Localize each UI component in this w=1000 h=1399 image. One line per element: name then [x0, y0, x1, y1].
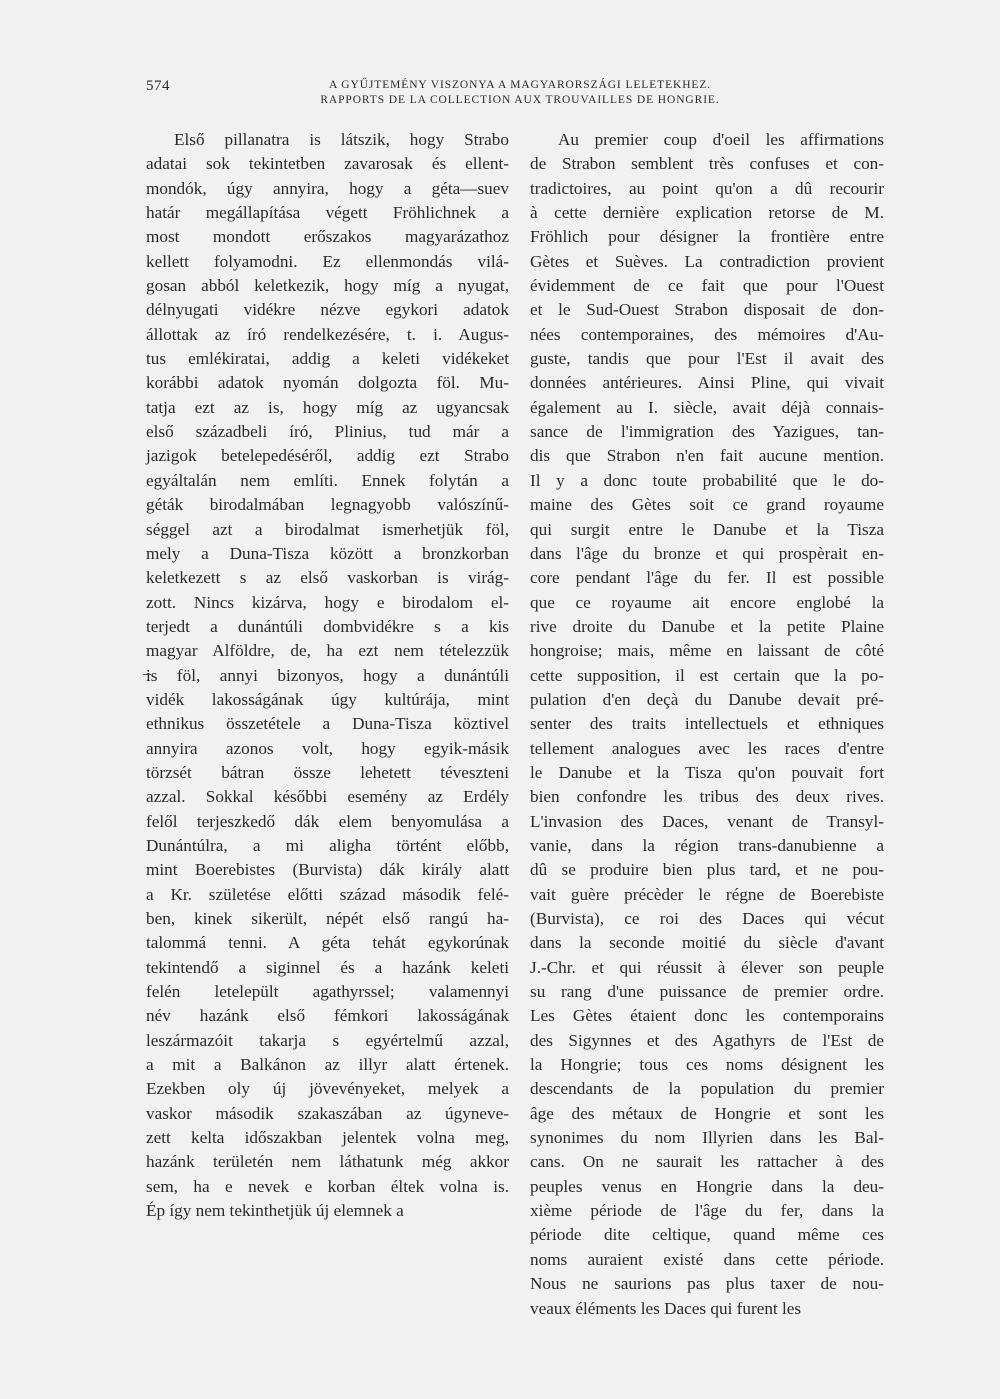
text-line: J.-Chr. et qui réussit à élever son peuple [530, 957, 884, 977]
text-line: descendants de la population du premier [530, 1079, 884, 1099]
text-line: cette supposition, il est certain que la po- [530, 665, 884, 685]
text-line: L'invasion des Daces, venant de Transyl- [530, 811, 884, 831]
text-line: données antérieures. Ainsi Pline, qui vivait [530, 373, 884, 393]
text-line: (Burvista), ce roi des Daces qui vécut [530, 909, 884, 928]
text-line: Gètes et Suèves. La contradiction provient [530, 251, 884, 271]
text-line: annyira azonos volt, hogy egyik-másik [146, 738, 509, 758]
running-head-hungarian: A GYŰJTEMÉNY VISZONYA A MAGYARORSZÁGI LELETEKHEZ. [328, 79, 712, 91]
text-line: de Strabon semblent très confuses et con- [530, 154, 884, 174]
text-line: hazánk területén nem láthatunk még akkor [146, 1152, 509, 1172]
text-line: bien confondre les tribus des deux rives. [530, 787, 884, 807]
text-line: Il y a donc toute probabilité que le do- [530, 470, 884, 490]
text-line: a Kr. születése előtti század második felé- [146, 884, 509, 904]
text-line: tradictoires, au point qu'on a dû recourir [530, 178, 884, 198]
text-line: dans l'âge du bronze et qui prospèrait en- [530, 543, 884, 563]
french-text-column [530, 128, 884, 1321]
text-line: ben, kinek sikerült, népét első rangú ha- [146, 909, 509, 928]
text-line: dis que Strabon n'en fait aucune mention. [530, 446, 884, 466]
text-line: egyáltalán nem említi. Ennek folytán a [146, 470, 509, 490]
text-line: keletkezett s az első vaskorban is virág- [146, 568, 509, 588]
text-line: magyar Alföldre, de, ha ezt nem tételezzük [146, 641, 509, 661]
text-line: első századbeli író, Plinius, tud már a [146, 422, 509, 442]
text-line: synonimes du nom Illyrien dans les Bal- [530, 1128, 884, 1148]
text-line: kellett folyamodni. Ez ellenmondás vilá- [146, 251, 509, 271]
hungarian-text-column [146, 128, 509, 1223]
text-line: Első pillanatra is látszik, hogy Strabo [174, 130, 509, 149]
running-head [300, 78, 740, 108]
text-line: sance de l'immigration des Yazigues, tan- [530, 422, 884, 442]
text-line: határ megállapítása végett Fröhlichnek a [146, 203, 509, 223]
text-line: felől terjeszkedő dák elem benyomulása a [146, 811, 509, 831]
text-line: vidék lakosságának úgy kultúrája, mint [146, 689, 509, 709]
text-line: également au I. siècle, avait déjà connais- [530, 397, 884, 417]
text-line: nées contemporaines, des mémoires d'Au- [530, 324, 884, 344]
text-line: ethnikus összetétele a Duna-Tisza köztivel [146, 714, 509, 734]
text-line: mondók, úgy annyira, hogy a géta—suev [146, 178, 509, 198]
text-line: veaux éléments les Daces qui furent les [530, 1298, 802, 1318]
text-line: is föl, annyi bizonyos, hogy a dunántúli [146, 665, 509, 685]
page-number: 574 [146, 78, 170, 94]
text-line: Ép így nem tekinthetjük új elemnek a [146, 1201, 404, 1221]
text-line: dans la seconde moitié du siècle d'avant [530, 933, 884, 953]
text-line: név hazánk első fémkori lakosságának [146, 1006, 509, 1026]
text-line: séggel azt a birodalmat ismerhetjük föl, [146, 519, 509, 539]
text-line: géták birodalmában legnagyobb valószínű- [146, 495, 509, 515]
text-line: terjedt a dunántúli dombvidékre s a kis [146, 616, 509, 636]
text-line: felén letelepült agathyrssel; valamennyi [146, 982, 509, 1002]
text-line: la Hongrie; tous ces noms désignent les [530, 1055, 884, 1075]
text-line: âge des métaux de Hongrie et sont les [530, 1103, 884, 1123]
text-line: mely a Duna-Tisza között a bronzkorban [146, 543, 509, 563]
running-head-french: RAPPORTS DE LA COLLECTION AUX TROUVAILLES DE HONGRIE. [320, 94, 720, 106]
text-line: zett kelta időszakban jelentek volna meg, [146, 1128, 509, 1148]
text-line: le Danube et la Tisza qu'on pouvait fort [530, 762, 884, 782]
text-line: gosan abból keletkezik, hogy míg a nyugat, [146, 276, 509, 296]
text-line: des Sigynnes et des Agathyrs de l'Est de [530, 1030, 884, 1050]
text-line: période dite celtique, quand même ces [530, 1225, 884, 1245]
text-line: tekintendő a siginnel és a hazánk keleti [146, 957, 509, 977]
text-line: à cette dernière explication retorse de M. [530, 203, 884, 223]
text-line: Fröhlich pour désigner la frontière entre [530, 227, 884, 247]
text-line: xième période de l'âge du fer, dans la [530, 1201, 884, 1221]
text-line: vanie, dans la région trans-danubienne a [530, 835, 884, 855]
text-line: leszármazóit takarja s egyértelmű azzal, [146, 1030, 509, 1050]
text-line: vait guère précèder le régne de Boerebiste [530, 884, 884, 904]
text-line: Au premier coup d'oeil les affirmations [558, 130, 884, 149]
text-line: most mondott erőszakos magyarázathoz [146, 227, 509, 247]
text-line: Les Gètes étaient donc les contemporains [530, 1006, 884, 1026]
text-line: évidemment de ce fait que pour l'Ouest [530, 276, 884, 296]
text-line: azzal. Sokkal későbbi esemény az Erdély [146, 787, 509, 807]
text-line: tus emlékiratai, addig a keleti vidékeket [146, 349, 509, 369]
text-line: cans. On ne saurait les rattacher à des [530, 1152, 884, 1172]
text-line: hongroise; mais, même en laissant de côté [530, 641, 884, 661]
text-line: senter des traits intellectuels et ethniques [530, 714, 884, 734]
text-line: vaskor második szakaszában az úgyneve- [146, 1103, 509, 1123]
text-line: guste, tandis que pour l'Est il avait des [530, 349, 884, 369]
text-line: korábbi adatok nyomán dolgozta föl. Mu- [146, 373, 509, 393]
text-line: qui surgit entre le Danube et la Tisza [530, 519, 884, 539]
text-line: tellement analogues avec les races d'entre [530, 738, 884, 758]
text-line: noms auraient existé dans cette période. [530, 1249, 884, 1269]
text-line: Dunántúlra, a mi aligha történt előbb, [146, 835, 509, 855]
text-line: core pendant l'âge du fer. Il est possible [530, 568, 884, 588]
text-line: Ezekben oly új jövevényeket, melyek a [146, 1079, 509, 1099]
text-line: su rang d'une puissance de premier ordre. [530, 982, 884, 1002]
text-line: sem, ha e nevek e korban éltek volna is. [146, 1176, 509, 1196]
text-line: állottak az író rendelkezésére, t. i. Augus- [146, 324, 509, 344]
text-line: a mit a Balkánon az illyr alatt értenek. [146, 1055, 509, 1075]
text-line: délnyugati vidékre nézve egykori adatok [146, 300, 509, 320]
text-line: que ce royaume ait encore englobé la [530, 592, 884, 612]
text-line: talommá tenni. A géta tehát egykorúnak [146, 933, 509, 953]
text-line: pulation d'en deçà du Danube devait pré- [530, 689, 884, 709]
text-line: peuples venus en Hongrie dans la deu- [530, 1176, 884, 1196]
text-line: törzsét bátran össze lehetett téveszteni [146, 762, 509, 782]
text-line: mint Boerebistes (Burvista) dák király alatt [146, 860, 509, 880]
text-line: Nous ne saurions pas plus taxer de nou- [530, 1274, 884, 1294]
text-line: rive droite du Danube et la petite Plaine [530, 616, 884, 636]
text-line: adatai sok tekintetben zavarosak és ellent- [146, 154, 509, 174]
text-line: tatja ezt az is, hogy míg az ugyancsak [146, 397, 509, 417]
text-line: jazigok betelepedéséről, addig ezt Strabo [146, 446, 509, 466]
text-line: dû se produire bien plus tard, et ne pou- [530, 860, 884, 880]
text-line: et le Sud-Ouest Strabon disposait de don- [530, 300, 884, 320]
text-line: zott. Nincs kizárva, hogy e birodalom el- [146, 592, 509, 612]
text-line: maine des Gètes soit ce grand royaume [530, 495, 884, 515]
